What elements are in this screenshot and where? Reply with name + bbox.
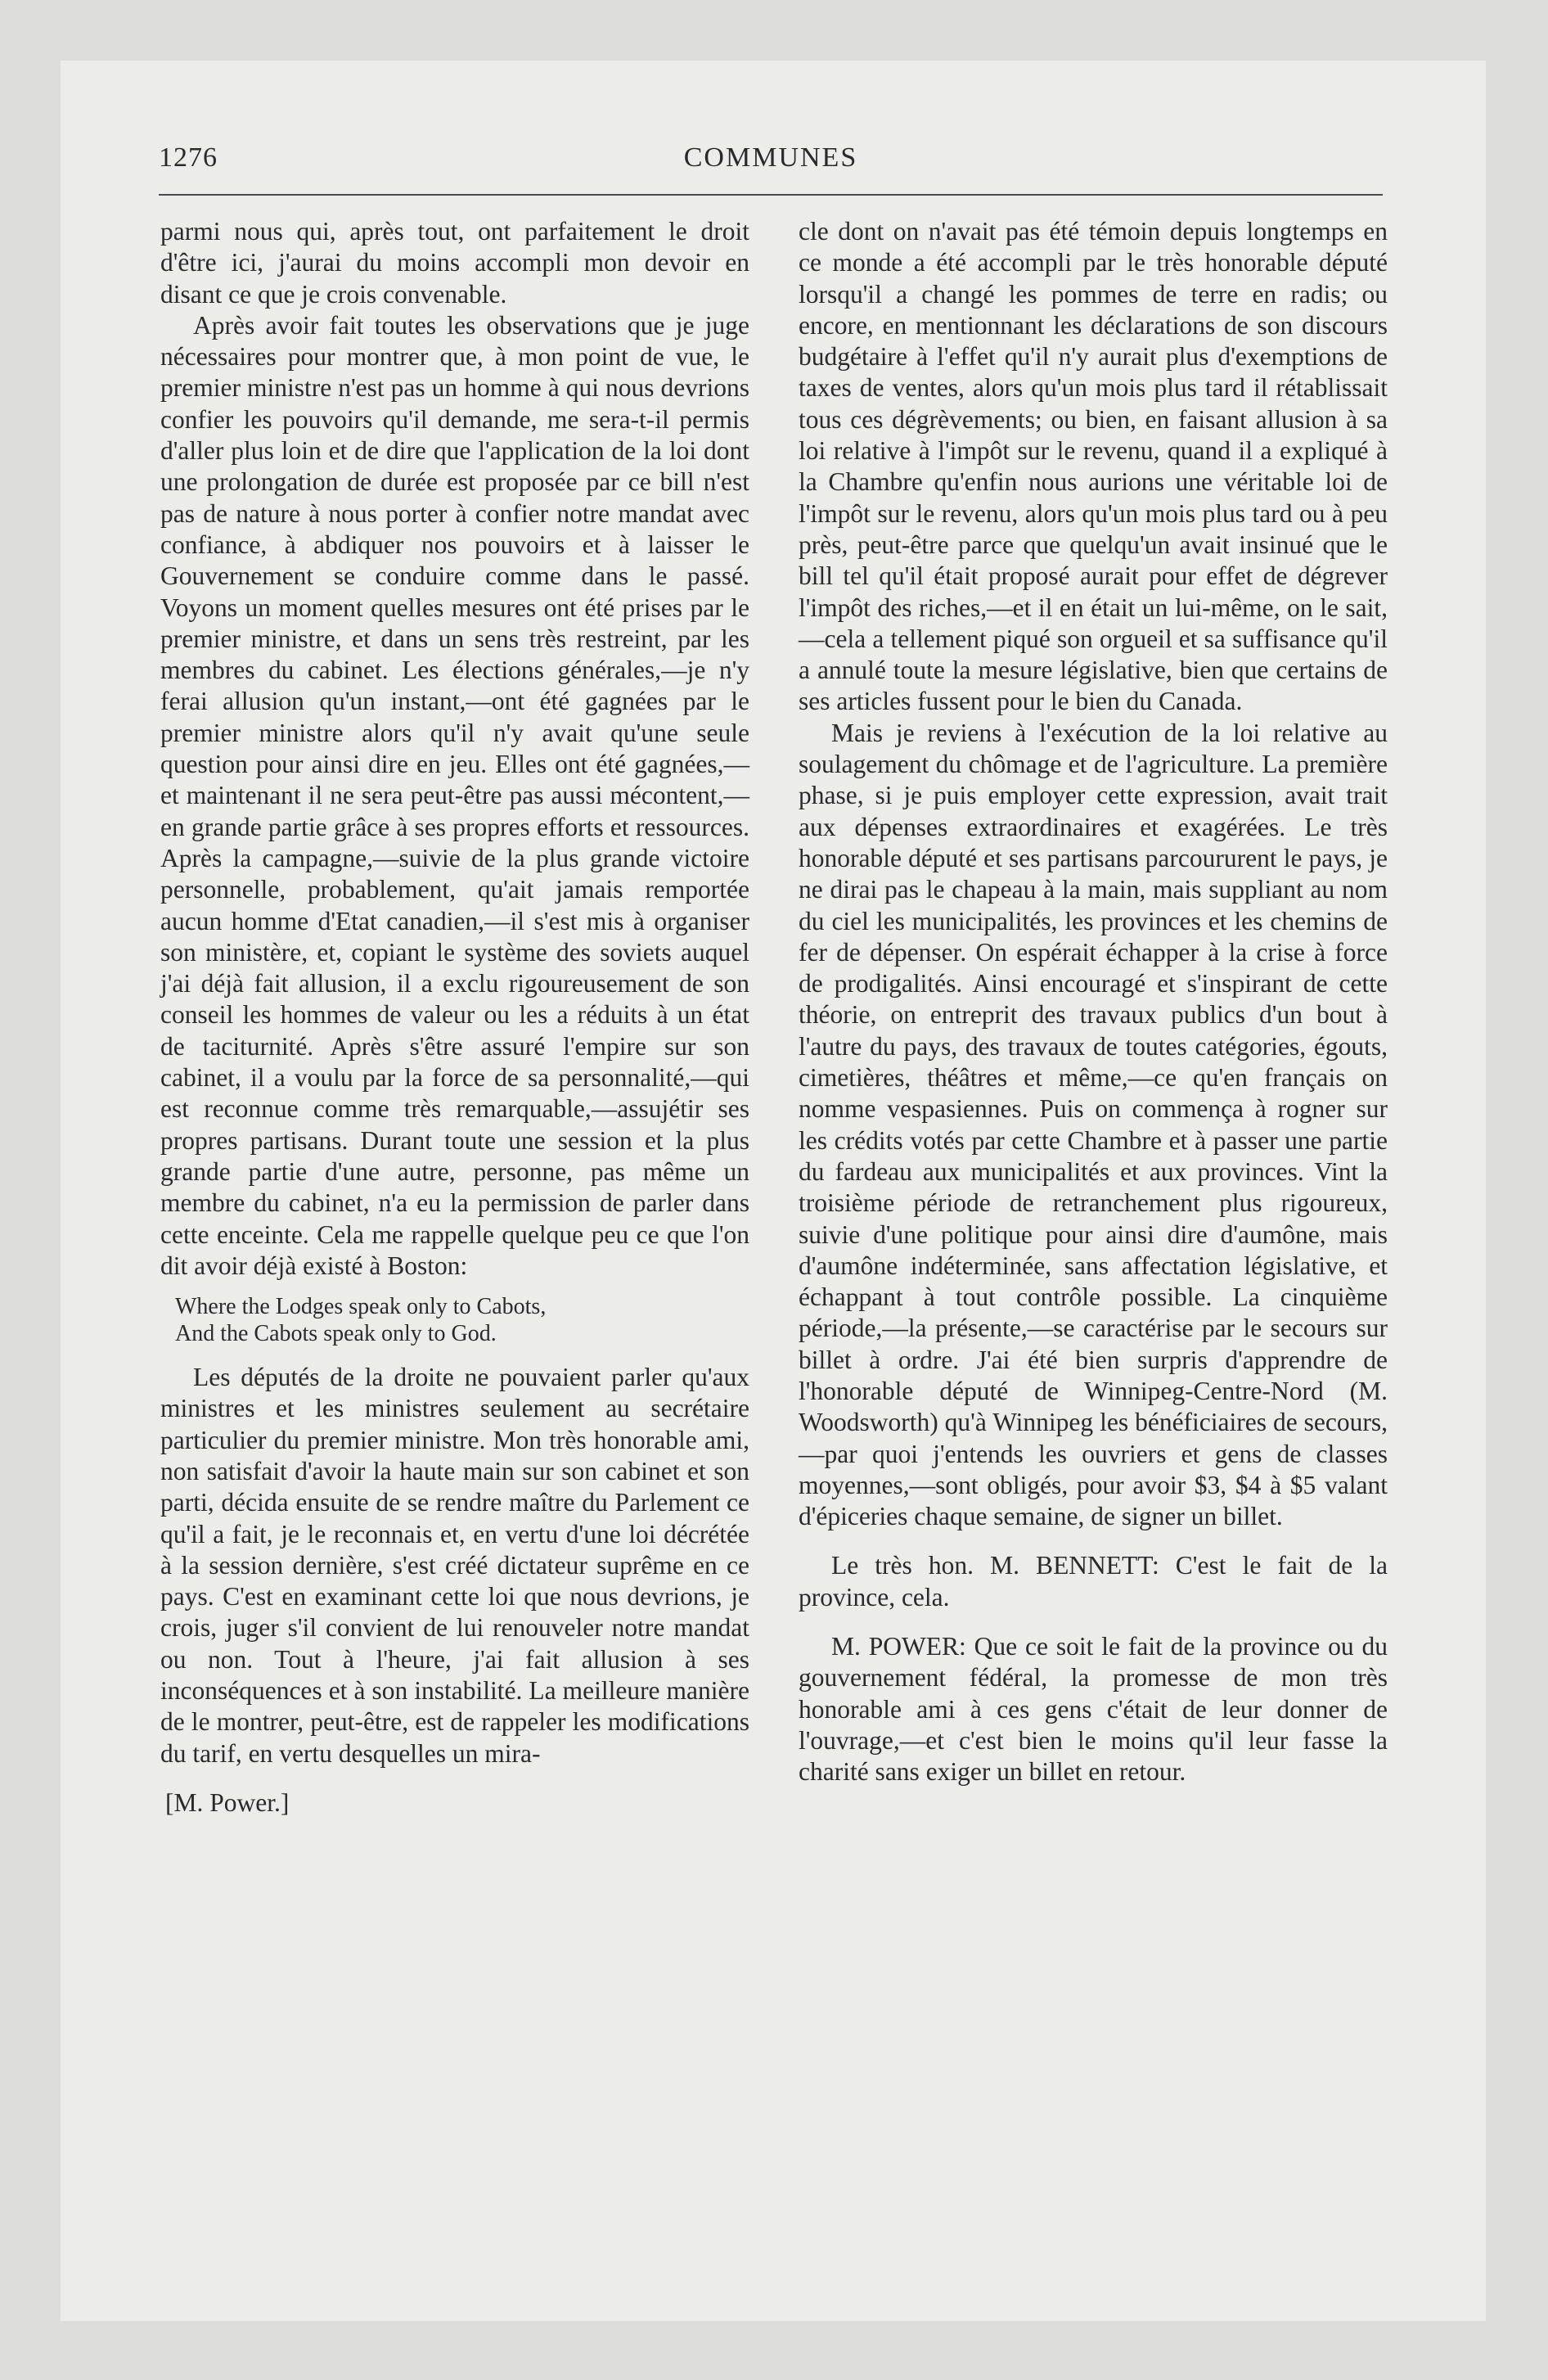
page-header	[159, 142, 1383, 175]
paragraph: Les députés de la droite ne pouvaient parler qu'aux ministres et les ministres seulement au secrétaire particulier du premier ministre. Mon très honorable ami, non satisfait d'avoir la haute main sur son cabinet et son parti, décida ensuite de se rendre maître du Parlement ce qu'il a fait, je le reconnais et, en vertu d'une loi décrétée à la session dernière, s'est créé dictateur suprême en ce pays. C'est en examinant cette loi que nous devrions, je crois, juger s'il convient de lui renouveler notre mandat ou non. Tout à l'heure, j'ai fait allusion à ses inconséquences et à son instabilité. La meilleure manière de le montrer, peut-être, est de rappeler les modifications du tarif, en vertu desquelles un mira-	[160, 1363, 749, 1768]
right-column	[799, 216, 1388, 1788]
document-page	[61, 61, 1486, 2321]
speaker-remark-bennett: Le très hon. M. BENNETT: C'est le fait de la province, cela.	[799, 1551, 1388, 1611]
header-rule	[159, 194, 1383, 196]
speaker-remark-power: M. POWER: Que ce soit le fait de la province ou du gouvernement fédéral, la promesse de mon très honorable ami à ces gens c'était de leur donner de l'ouvrage,—et c'est bien le moins qu'il leur fasse la charité sans exiger un billet en retour.	[799, 1632, 1388, 1787]
paragraph: cle dont on n'avait pas été témoin depuis longtemps en ce monde a été accompli par le très honorable député lorsqu'il a changé les pommes de terre en radis; ou encore, en mentionnant les déclarations de son discours budgétaire à l'effet qu'il n'y aurait plus d'exemptions de taxes de ventes, alors qu'un mois plus tard il rétablissait tous ces dégrèvements; ou bien, en faisant allusion à sa loi relative à l'impôt sur le revenu, quand il a expliqué à la Chambre qu'enfin nous aurions une véritable loi de l'impôt sur le revenu, alors qu'un mois plus tard ou à peu près, peut-être parce que quelqu'un avait insinué que le bill tel qu'il était proposé aurait pour effet de dégrever l'impôt des riches,—et il en était un lui-même, on le sait,—cela a tellement piqué son orgueil et sa suffisance qu'il a annulé toute la mesure législative, bien que certains de ses articles fussent pour le bien du Canada.	[799, 217, 1388, 716]
paragraph: Mais je reviens à l'exécution de la loi relative au soulagement du chômage et de l'agriculture. La première phase, si je puis employer cette expression, avait trait aux dépenses extraordinaires et exagérées. Le très honorable député et ses partisans parcoururent le pays, je ne dirai pas le chapeau à la main, mais suppliant au nom du ciel les municipalités, les provinces et les chemins de fer de dépenser. On espérait échapper à la crise à force de prodigalités. Ainsi encouragé et s'inspirant de cette théorie, on entreprit des travaux publics d'un bout à l'autre du pays, des travaux de toutes catégories, égouts, cimetières, théâtres et même,—ce qu'en français on nomme vespasiennes. Puis on commença à rogner sur les crédits votés par cette Chambre et à passer une partie du fardeau aux municipalités et aux provinces. Vint la troisième période de retranchement plus rigoureux, suivie d'une politique pour ainsi dire d'aumône, mais d'aumône indéterminée, sans affectation législative, et échappant à tout contrôle possible. La cinquième période,—la présente,—se caractérise par le secours sur billet à ordre. J'ai été bien surpris d'apprendre de l'honorable député de Winnipeg-Centre-Nord (M. Woodsworth) qu'à Winnipeg les bénéficiaires de secours,—par quoi j'entends les ouvriers et gens de classes moyennes,—sont obligés, pour avoir $3, $4 à $5 valant d'épiceries chaque semaine, de signer un billet.	[799, 718, 1388, 1531]
left-column	[160, 216, 749, 1819]
paragraph: Après avoir fait toutes les observations que je juge nécessaires pour montrer que, à mon point de vue, le premier ministre n'est pas un homme à qui nous devrions confier les pouvoirs qu'il demande, me sera-t-il permis d'aller plus loin et de dire que l'application de la loi dont une prolongation de durée est proposée par ce bill n'est pas de nature à nous porter à confier notre mandat avec confiance, à abdiquer nos pouvoirs et à laisser le Gouvernement se conduire comme dans le passé. Voyons un moment quelles mesures ont été prises par le premier ministre, et dans un sens très restreint, par les membres du cabinet. Les élections générales,—je n'y ferai allusion qu'un instant,—ont été gagnées par le premier ministre alors qu'il n'y avait qu'une seule question pour ainsi dire en jeu. Elles ont été gagnées,—et maintenant il ne sera peut-être pas aussi mécontent,—en grande partie grâce à ses propres efforts et ressources. Après la campagne,—suivie de la plus grande victoire personnelle, probablement, qu'ait jamais remportée aucun homme d'Etat canadien,—il s'est mis à organiser son ministère, et, copiant le système des soviets auquel j'ai déjà fait allusion, il a exclu rigoureusement de son conseil les hommes de valeur ou les a réduits à un état de taciturnité. Après s'être assuré l'empire sur son cabinet, il a voulu par la force de sa personnalité,—qui est reconnue comme très remarquable,—assujétir ses propres partisans. Durant toute une session et la plus grande partie d'une autre, personne, pas même un membre du cabinet, n'a eu la permission de parler dans cette enceinte. Cela me rappelle quelque peu ce que l'on dit avoir déjà existé à Boston:	[160, 310, 749, 1280]
paragraph: parmi nous qui, après tout, ont parfaitement le droit d'être ici, j'aurai du moins accompli mon devoir en disant ce que je crois convenable.	[160, 217, 749, 309]
speaker-signature: [M. Power.]	[165, 1787, 290, 1817]
page-number: 1276	[159, 142, 218, 173]
verse-quote	[175, 1293, 749, 1347]
verse-line: And the Cabots speak only to God.	[175, 1321, 497, 1347]
verse-line: Where the Lodges speak only to Cabots,	[175, 1294, 547, 1320]
running-title: COMMUNES	[683, 142, 858, 173]
